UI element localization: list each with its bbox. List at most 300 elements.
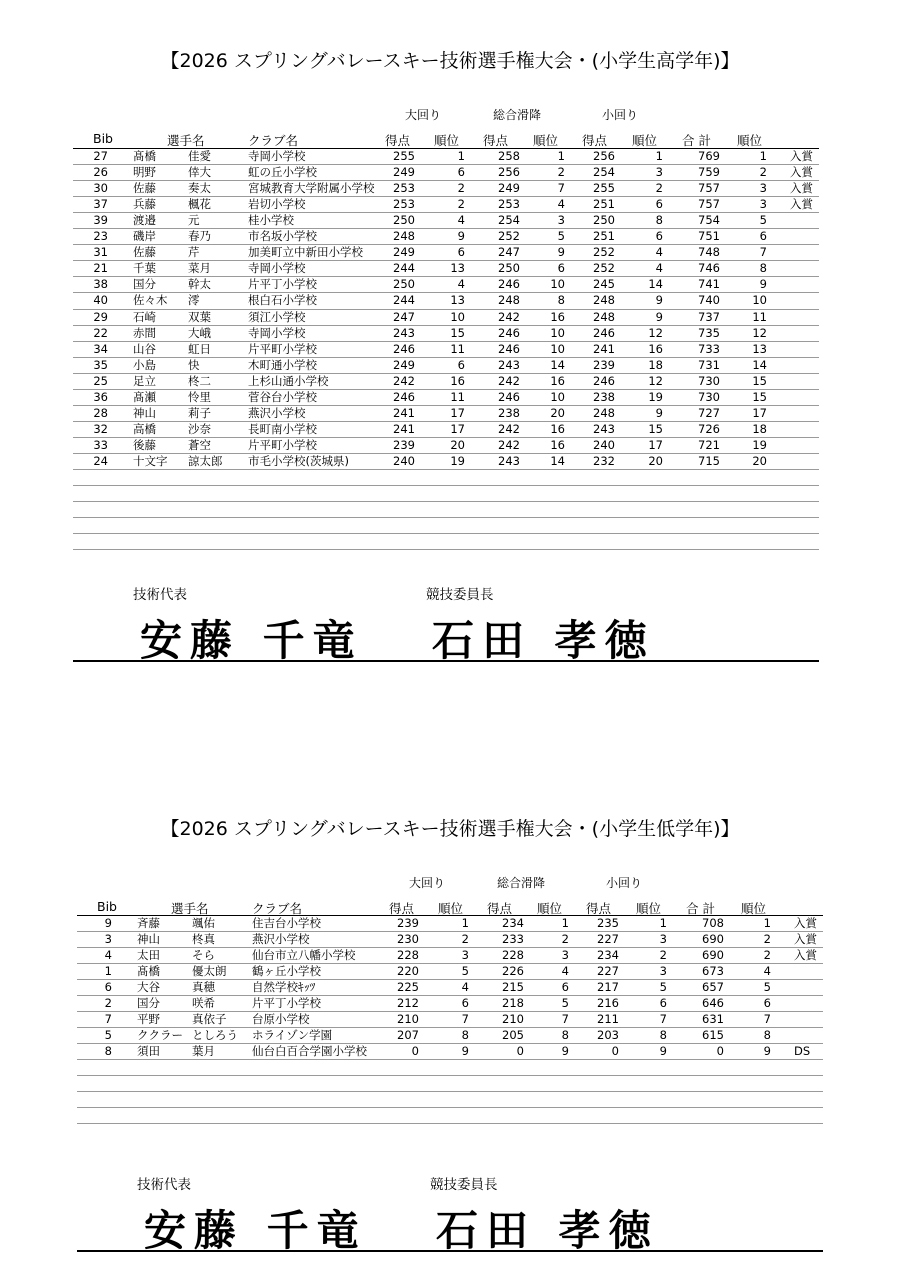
- cell-bib: 21: [93, 261, 108, 276]
- cell-first: 莉子: [188, 405, 211, 420]
- cell-s2: 247: [498, 245, 520, 260]
- cell-s2: 258: [498, 149, 520, 163]
- cell-s3: 252: [593, 261, 615, 276]
- cell-first: 澪: [188, 293, 200, 308]
- cell-s1: 247: [393, 309, 415, 324]
- table-row: [0, 1043, 900, 1059]
- cell-bib: 1: [104, 964, 112, 979]
- cell-first: 楓花: [188, 197, 211, 212]
- cell-s3: 248: [593, 309, 615, 324]
- table-row: [0, 931, 900, 947]
- cell-first: 幹太: [188, 277, 211, 292]
- cell-s3: 255: [593, 181, 615, 196]
- cell-first: 快: [188, 357, 200, 372]
- cell-s3: 232: [593, 453, 615, 468]
- cell-first: 諒太郎: [188, 453, 223, 468]
- cell-total: 737: [698, 309, 720, 324]
- cell-r2: 7: [561, 1012, 569, 1027]
- cell-r1: 19: [450, 453, 465, 468]
- cell-last: 神山: [133, 405, 156, 420]
- cell-total: 726: [698, 421, 720, 436]
- cell-club: 燕沢小学校: [252, 932, 310, 947]
- cell-first: 柊二: [188, 373, 211, 388]
- cell-r1: 2: [457, 197, 465, 212]
- cell-club: 台原小学校: [252, 1012, 310, 1027]
- cell-r1: 3: [461, 948, 469, 963]
- cell-s2: 246: [498, 389, 520, 404]
- cell-first: 芹: [188, 245, 200, 260]
- cell-r2: 9: [561, 1044, 569, 1059]
- cell-r3: 5: [659, 980, 667, 995]
- cell-bib: 34: [93, 341, 108, 356]
- cell-s2: 253: [498, 197, 520, 212]
- lower-title: 【2026 スプリングバレースキー技術選手権大会・(小学生低学年)】: [160, 818, 740, 840]
- cell-last: 磯岸: [133, 229, 156, 244]
- cell-s2: 246: [498, 277, 520, 292]
- cell-rank: 9: [759, 277, 767, 292]
- cell-club: 燕沢小学校: [248, 405, 306, 420]
- cell-note: 入賞: [794, 948, 817, 963]
- cell-total: 730: [698, 373, 720, 388]
- cell-total: 741: [698, 277, 720, 292]
- cell-bib: 3: [104, 932, 112, 947]
- table-row: [0, 1027, 900, 1043]
- cell-total: 0: [716, 1044, 724, 1059]
- cell-rank: 17: [752, 405, 767, 420]
- cell-s1: 249: [393, 245, 415, 260]
- cell-rank: 5: [759, 213, 767, 228]
- cell-bib: 32: [93, 421, 108, 436]
- cell-note: [794, 979, 824, 995]
- cell-club: 虹の丘小学校: [248, 165, 317, 180]
- cell-s2: 243: [498, 357, 520, 372]
- cell-last: 大谷: [137, 980, 160, 995]
- cell-last: 足立: [133, 373, 156, 388]
- cell-club: 住吉台小学校: [252, 916, 321, 930]
- cell-total: 748: [698, 245, 720, 260]
- cell-s3: 246: [593, 325, 615, 340]
- cell-r2: 3: [561, 948, 569, 963]
- cell-r2: 10: [550, 389, 565, 404]
- cell-last: 石崎: [133, 309, 156, 324]
- cell-s3: 227: [597, 932, 619, 947]
- cell-s2: 228: [502, 948, 524, 963]
- cell-club: 寺岡小学校: [248, 261, 306, 276]
- cell-club: 須江小学校: [248, 309, 306, 324]
- cell-r1: 1: [457, 149, 465, 163]
- cell-bib: 5: [104, 1028, 112, 1043]
- cell-r2: 6: [561, 980, 569, 995]
- cell-total: 721: [698, 437, 720, 452]
- cell-club: 根白石小学校: [248, 293, 317, 308]
- cell-rank: 2: [763, 932, 771, 947]
- cell-total: 733: [698, 341, 720, 356]
- cell-r2: 16: [550, 421, 565, 436]
- cell-r3: 12: [648, 325, 663, 340]
- lower-group-overall: 総合滑降: [497, 876, 546, 890]
- cell-first: 倖大: [188, 165, 211, 180]
- cell-r3: 9: [659, 1044, 667, 1059]
- lower-tech-signature: 安藤 千竜: [144, 1206, 367, 1255]
- cell-last: 斉藤: [137, 916, 160, 930]
- cell-r3: 1: [659, 916, 667, 930]
- upper-header-rank: 順位: [737, 133, 763, 148]
- upper-header-total: 合 計: [682, 133, 711, 148]
- cell-bib: 31: [93, 245, 108, 260]
- cell-s3: 248: [593, 293, 615, 308]
- cell-bib: 35: [93, 357, 108, 372]
- lower-comp-signature: 石田 孝徳: [436, 1206, 659, 1255]
- cell-rank: 13: [752, 341, 767, 356]
- cell-first: 虹日: [188, 341, 211, 356]
- cell-s3: 251: [593, 197, 615, 212]
- cell-note: [794, 1027, 824, 1043]
- cell-r1: 10: [450, 309, 465, 324]
- cell-s3: 217: [597, 980, 619, 995]
- cell-s2: 254: [498, 213, 520, 228]
- cell-s1: 242: [393, 373, 415, 388]
- cell-total: 757: [698, 181, 720, 196]
- cell-first: 元: [188, 213, 200, 228]
- cell-r3: 9: [655, 405, 663, 420]
- cell-bib: 23: [93, 229, 108, 244]
- cell-r2: 1: [561, 916, 569, 930]
- cell-rank: 3: [759, 197, 767, 212]
- cell-club: 市毛小学校(茨城県): [248, 453, 349, 468]
- cell-club: 片平丁小学校: [248, 277, 317, 292]
- cell-r2: 2: [557, 165, 565, 180]
- upper-header-score1: 得点: [385, 133, 411, 148]
- cell-s2: 233: [502, 932, 524, 947]
- cell-total: 751: [698, 229, 720, 244]
- cell-bib: 36: [93, 389, 108, 404]
- cell-rank: 4: [763, 964, 771, 979]
- upper-title: 【2026 スプリングバレースキー技術選手権大会・(小学生高学年)】: [160, 50, 740, 72]
- row-divider: [77, 1059, 823, 1060]
- cell-s2: 242: [498, 421, 520, 436]
- upper-group-giant: 大回り: [405, 108, 442, 122]
- cell-total: 646: [702, 996, 724, 1011]
- cell-bib: 9: [104, 916, 112, 930]
- cell-last: 小島: [133, 357, 156, 372]
- cell-note: 入賞: [790, 165, 813, 180]
- cell-r1: 5: [461, 964, 469, 979]
- cell-r2: 16: [550, 309, 565, 324]
- lower-comp-label: 競技委員長: [430, 1177, 498, 1193]
- cell-s2: 250: [498, 261, 520, 276]
- cell-total: 757: [698, 197, 720, 212]
- cell-rank: 14: [752, 357, 767, 372]
- cell-r2: 10: [550, 325, 565, 340]
- cell-rank: 9: [763, 1044, 771, 1059]
- cell-s1: 239: [393, 437, 415, 452]
- cell-s3: 216: [597, 996, 619, 1011]
- cell-r3: 2: [655, 181, 663, 196]
- cell-rank: 20: [752, 453, 767, 468]
- cell-last: 髙瀬: [133, 389, 156, 404]
- empty-row-line: [77, 1075, 823, 1076]
- cell-last: 後藤: [133, 437, 156, 452]
- cell-r1: 13: [450, 261, 465, 276]
- cell-s3: 254: [593, 165, 615, 180]
- cell-total: 631: [702, 1012, 724, 1027]
- cell-total: 708: [702, 916, 724, 930]
- cell-s1: 240: [393, 453, 415, 468]
- cell-s3: 245: [593, 277, 615, 292]
- cell-r3: 9: [655, 309, 663, 324]
- cell-s1: 239: [397, 916, 419, 930]
- cell-r2: 9: [557, 245, 565, 260]
- cell-r1: 17: [450, 405, 465, 420]
- cell-note: 入賞: [794, 932, 817, 947]
- cell-s1: 244: [393, 293, 415, 308]
- lower-header-score3: 得点: [586, 901, 612, 916]
- cell-first: 奏太: [188, 181, 211, 196]
- cell-club: 仙台白百合学園小学校: [252, 1044, 367, 1059]
- cell-total: 690: [702, 932, 724, 947]
- cell-last: 平野: [137, 1012, 160, 1027]
- cell-s3: 241: [593, 341, 615, 356]
- cell-club: ホライゾン学園: [252, 1028, 333, 1043]
- cell-r2: 1: [557, 149, 565, 163]
- cell-s1: 207: [397, 1028, 419, 1043]
- cell-club: 市名坂小学校: [248, 229, 317, 244]
- cell-last: 国分: [133, 277, 156, 292]
- cell-total: 731: [698, 357, 720, 372]
- cell-s1: 248: [393, 229, 415, 244]
- cell-total: 715: [698, 453, 720, 468]
- cell-last: 山谷: [133, 341, 156, 356]
- cell-r2: 5: [561, 996, 569, 1011]
- cell-club: 加美町立中新田小学校: [248, 245, 363, 260]
- cell-r1: 17: [450, 421, 465, 436]
- cell-s1: 250: [393, 277, 415, 292]
- cell-last: 佐藤: [133, 181, 156, 196]
- cell-r2: 8: [561, 1028, 569, 1043]
- cell-rank: 18: [752, 421, 767, 436]
- cell-s2: 234: [502, 916, 524, 930]
- cell-last: 国分: [137, 996, 160, 1011]
- cell-r1: 9: [461, 1044, 469, 1059]
- cell-bib: 2: [104, 996, 112, 1011]
- cell-rank: 7: [763, 1012, 771, 1027]
- cell-note: 入賞: [790, 149, 813, 163]
- cell-last: 髙橋: [133, 149, 156, 163]
- cell-r1: 6: [457, 245, 465, 260]
- cell-r3: 4: [655, 261, 663, 276]
- cell-r1: 13: [450, 293, 465, 308]
- cell-club: 岩切小学校: [248, 197, 306, 212]
- cell-total: 769: [698, 149, 720, 163]
- lower-header-rank: 順位: [741, 901, 767, 916]
- lower-header-score1: 得点: [389, 901, 415, 916]
- cell-r3: 8: [659, 1028, 667, 1043]
- cell-rank: 2: [763, 948, 771, 963]
- cell-r1: 2: [461, 932, 469, 947]
- upper-header-score2: 得点: [483, 133, 509, 148]
- cell-s3: 251: [593, 229, 615, 244]
- cell-first: 佳愛: [188, 149, 211, 163]
- cell-bib: 7: [104, 1012, 112, 1027]
- cell-bib: 39: [93, 213, 108, 228]
- cell-r3: 8: [655, 213, 663, 228]
- lower-header-total: 合 計: [686, 901, 715, 916]
- cell-rank: 15: [752, 373, 767, 388]
- cell-r3: 3: [659, 932, 667, 947]
- cell-r2: 14: [550, 357, 565, 372]
- cell-r3: 17: [648, 437, 663, 452]
- cell-r2: 4: [561, 964, 569, 979]
- cell-s2: 0: [516, 1044, 524, 1059]
- cell-s3: 203: [597, 1028, 619, 1043]
- cell-last: 髙橋: [137, 964, 160, 979]
- cell-last: ククラー: [137, 1028, 183, 1043]
- cell-club: 木町通小学校: [248, 357, 317, 372]
- upper-tech-signature: 安藤 千竜: [140, 616, 363, 665]
- cell-r2: 20: [550, 405, 565, 420]
- cell-s2: 246: [498, 341, 520, 356]
- cell-r3: 3: [655, 165, 663, 180]
- cell-rank: 12: [752, 325, 767, 340]
- cell-last: 太田: [137, 948, 160, 963]
- cell-last: 赤間: [133, 325, 156, 340]
- cell-bib: 22: [93, 325, 108, 340]
- cell-rank: 5: [763, 980, 771, 995]
- cell-s3: 250: [593, 213, 615, 228]
- cell-r2: 16: [550, 373, 565, 388]
- cell-rank: 8: [759, 261, 767, 276]
- upper-header-score3: 得点: [582, 133, 608, 148]
- cell-club: 桂小学校: [248, 213, 294, 228]
- cell-r3: 16: [648, 341, 663, 356]
- upper-header-rank3: 順位: [632, 133, 658, 148]
- cell-rank: 7: [759, 245, 767, 260]
- cell-last: 渡邉: [133, 213, 156, 228]
- cell-s3: 252: [593, 245, 615, 260]
- cell-bib: 4: [104, 948, 112, 963]
- cell-r3: 4: [655, 245, 663, 260]
- cell-r1: 4: [457, 213, 465, 228]
- cell-r2: 3: [557, 213, 565, 228]
- cell-r3: 19: [648, 389, 663, 404]
- cell-s1: 250: [393, 213, 415, 228]
- cell-first: 柊真: [192, 932, 215, 947]
- lower-header-club: クラブ名: [252, 901, 303, 916]
- table-row: [0, 947, 900, 963]
- cell-s3: 248: [593, 405, 615, 420]
- cell-bib: 30: [93, 181, 108, 196]
- cell-r1: 11: [450, 341, 465, 356]
- cell-first: 沙奈: [188, 421, 211, 436]
- cell-s2: 205: [502, 1028, 524, 1043]
- cell-club: 宮城教育大学附属小学校: [248, 181, 375, 196]
- cell-s3: 234: [597, 948, 619, 963]
- cell-club: 片平町小学校: [248, 341, 317, 356]
- cell-club: 菅谷台小学校: [248, 389, 317, 404]
- empty-row-line: [77, 1091, 823, 1092]
- cell-total: 740: [698, 293, 720, 308]
- table-row: [0, 915, 900, 931]
- cell-r1: 6: [457, 357, 465, 372]
- cell-rank: 1: [763, 916, 771, 930]
- cell-s2: 256: [498, 165, 520, 180]
- cell-total: 673: [702, 964, 724, 979]
- cell-bib: 33: [93, 437, 108, 452]
- cell-r1: 8: [461, 1028, 469, 1043]
- upper-comp-signature: 石田 孝徳: [432, 616, 655, 665]
- cell-r3: 3: [659, 964, 667, 979]
- cell-s1: 241: [393, 421, 415, 436]
- cell-bib: 25: [93, 373, 108, 388]
- upper-header-rank2: 順位: [533, 133, 559, 148]
- cell-first: 颯佑: [192, 916, 215, 930]
- cell-s3: 235: [597, 916, 619, 930]
- cell-rank: 6: [759, 229, 767, 244]
- cell-first: 双葉: [188, 309, 211, 324]
- cell-total: 730: [698, 389, 720, 404]
- cell-r3: 15: [648, 421, 663, 436]
- upper-header-rank1: 順位: [434, 133, 460, 148]
- cell-r1: 7: [461, 1012, 469, 1027]
- cell-r2: 14: [550, 453, 565, 468]
- cell-s1: 243: [393, 325, 415, 340]
- cell-r3: 18: [648, 357, 663, 372]
- cell-total: 615: [702, 1028, 724, 1043]
- lower-header-rank1: 順位: [438, 901, 464, 916]
- cell-s2: 210: [502, 1012, 524, 1027]
- cell-s1: 246: [393, 341, 415, 356]
- table-row: [0, 1011, 900, 1027]
- cell-r1: 16: [450, 373, 465, 388]
- cell-s1: 249: [393, 165, 415, 180]
- upper-group-overall: 総合滑降: [493, 108, 542, 122]
- cell-r3: 2: [659, 948, 667, 963]
- cell-r1: 15: [450, 325, 465, 340]
- cell-total: 754: [698, 213, 720, 228]
- cell-s2: 242: [498, 309, 520, 324]
- cell-total: 759: [698, 165, 720, 180]
- cell-s3: 240: [593, 437, 615, 452]
- cell-r1: 6: [461, 996, 469, 1011]
- cell-s3: 239: [593, 357, 615, 372]
- cell-r1: 6: [457, 165, 465, 180]
- empty-row-line: [77, 1107, 823, 1108]
- cell-s2: 226: [502, 964, 524, 979]
- cell-first: 春乃: [188, 229, 211, 244]
- cell-first: としろう: [192, 1028, 238, 1043]
- cell-s1: 212: [397, 996, 419, 1011]
- cell-rank: 15: [752, 389, 767, 404]
- upper-group-slalom: 小回り: [602, 108, 639, 122]
- cell-r1: 9: [457, 229, 465, 244]
- upper-header-club: クラブ名: [248, 133, 299, 148]
- cell-r1: 1: [461, 916, 469, 930]
- lower-group-giant: 大回り: [409, 876, 446, 890]
- cell-s2: 242: [498, 373, 520, 388]
- cell-club: 寺岡小学校: [248, 325, 306, 340]
- cell-club: 長町南小学校: [248, 421, 317, 436]
- cell-first: 真依子: [192, 1012, 227, 1027]
- cell-r3: 9: [655, 293, 663, 308]
- cell-last: 明野: [133, 165, 156, 180]
- cell-club: 自然学校ｷｯﾂ: [252, 980, 316, 995]
- cell-s2: 249: [498, 181, 520, 196]
- table-row: [0, 995, 900, 1011]
- cell-club: 寺岡小学校: [248, 149, 306, 163]
- cell-s2: 248: [498, 293, 520, 308]
- cell-last: 兵藤: [133, 197, 156, 212]
- cell-club: 上杉山通小学校: [248, 373, 329, 388]
